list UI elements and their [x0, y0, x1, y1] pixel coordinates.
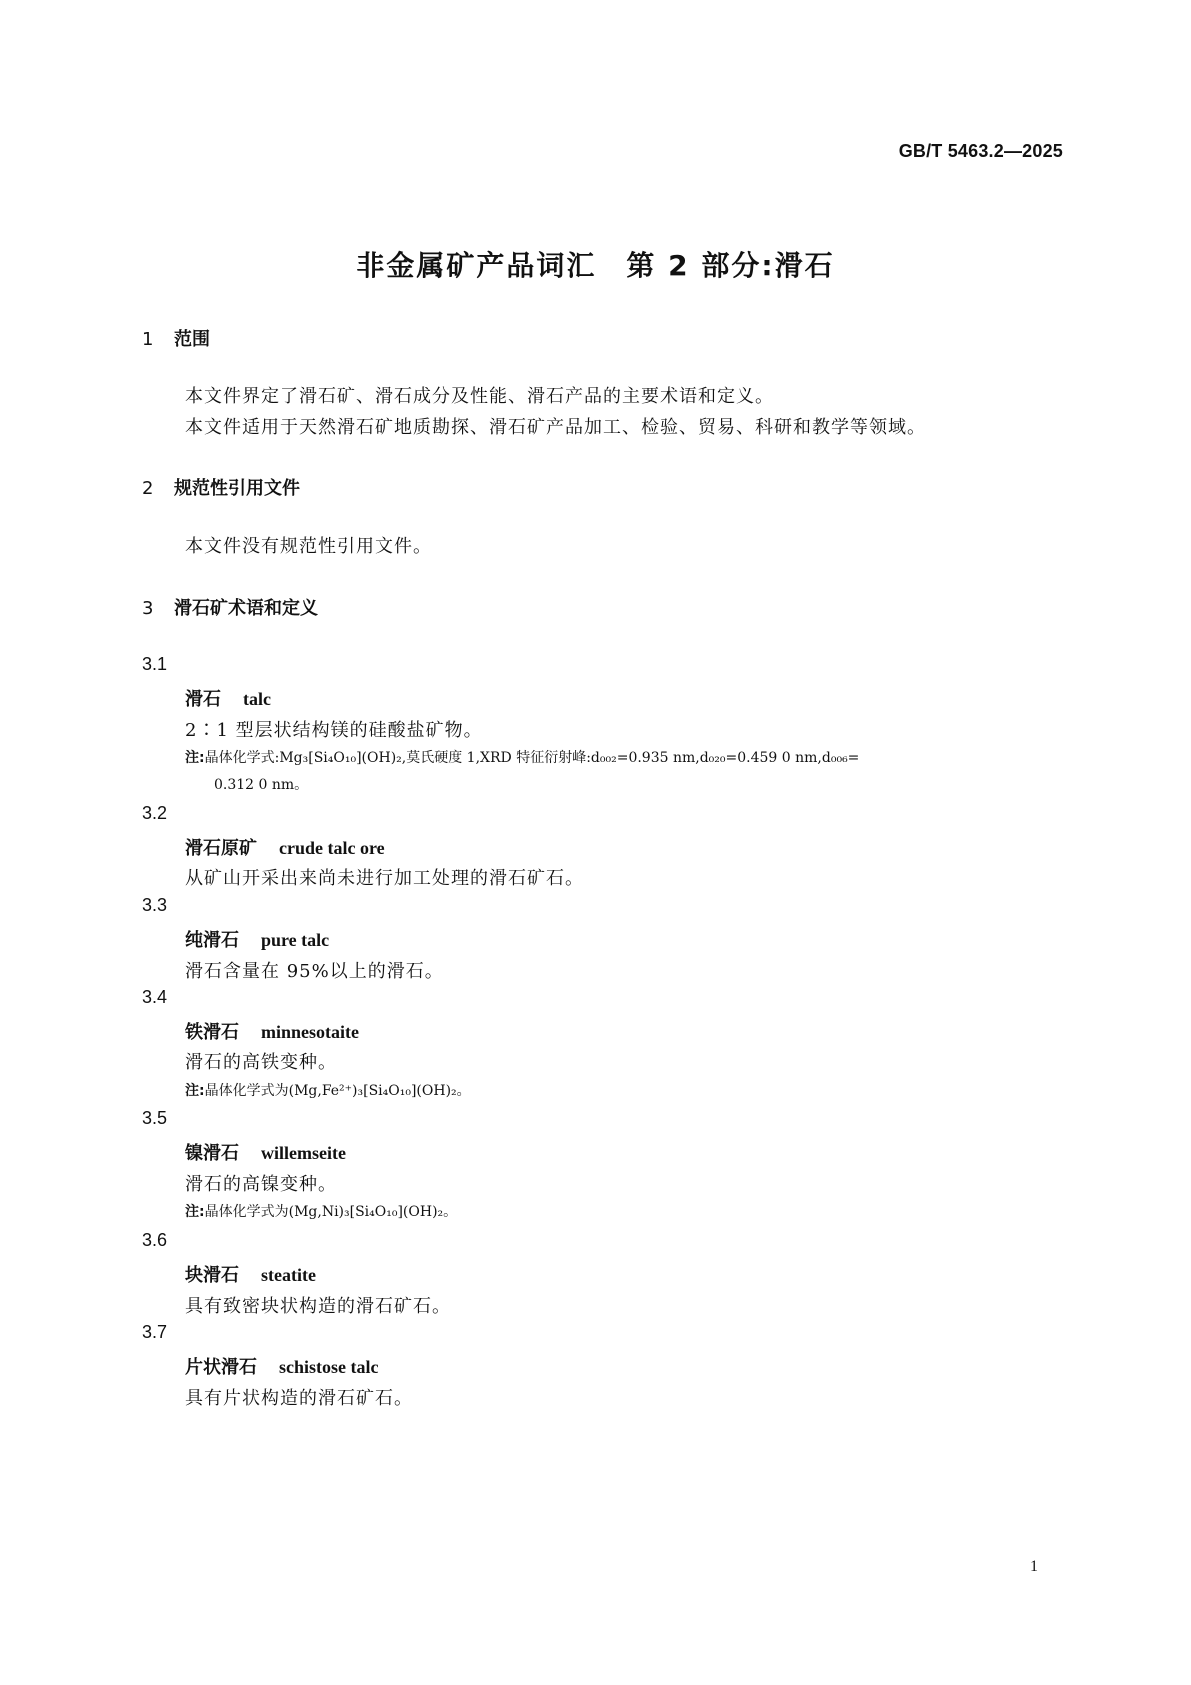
- section-number: 1: [142, 329, 154, 350]
- term-number: 3.3: [142, 895, 168, 915]
- note-label: 注:: [185, 1204, 205, 1220]
- note-text: 晶体化学式为(Mg,Ni)₃[Si₄O₁₀](OH)₂。: [204, 1204, 458, 1220]
- normative-references-paragraph: 本文件没有规范性引用文件。: [185, 536, 432, 557]
- section-number: 2: [142, 478, 154, 499]
- term-definition: 滑石的高镍变种。: [185, 1174, 337, 1195]
- term-note-continuation: 0.312 0 nm。: [214, 777, 309, 793]
- section-title: 滑石矿术语和定义: [174, 598, 318, 619]
- term-note: [185, 747, 859, 767]
- note-text: 晶体化学式为(Mg,Fe²⁺)₃[Si₄O₁₀](OH)₂。: [204, 1083, 471, 1099]
- term-heading: [185, 1018, 359, 1044]
- term-heading: [185, 834, 385, 860]
- term-en: talc: [243, 689, 271, 709]
- term-definition: 从矿山开采出来尚未进行加工处理的滑石矿石。: [185, 868, 584, 889]
- term-number: 3.1: [142, 654, 168, 674]
- term-en: schistose talc: [279, 1357, 379, 1377]
- term-en: minnesotaite: [261, 1022, 359, 1042]
- term-zh: 片状滑石: [185, 1357, 257, 1378]
- term-definition: 滑石含量在 95%以上的滑石。: [185, 961, 444, 982]
- section-heading-scope: [142, 325, 210, 351]
- term-definition: 滑石的高铁变种。: [185, 1052, 337, 1073]
- term-zh: 滑石原矿: [185, 838, 257, 859]
- term-number: 3.5: [142, 1108, 168, 1128]
- term-number: 3.2: [142, 803, 168, 823]
- section-number: 3: [142, 598, 154, 619]
- term-zh: 镍滑石: [185, 1143, 239, 1164]
- scope-paragraph: 本文件适用于天然滑石矿地质勘探、滑石矿产品加工、检验、贸易、科研和教学等领域。: [185, 417, 926, 438]
- term-heading: [185, 1261, 316, 1287]
- scope-paragraph: 本文件界定了滑石矿、滑石成分及性能、滑石产品的主要术语和定义。: [185, 386, 774, 407]
- term-en: steatite: [261, 1265, 316, 1285]
- term-definition: 具有片状构造的滑石矿石。: [185, 1388, 413, 1409]
- term-en: pure talc: [261, 930, 330, 950]
- term-number: 3.7: [142, 1322, 168, 1342]
- term-definition: 2∶1 型层状结构镁的硅酸盐矿物。: [185, 720, 483, 741]
- section-title: 范围: [174, 329, 210, 350]
- section-heading-normative-references: [142, 474, 300, 500]
- note-label: 注:: [185, 750, 205, 766]
- term-number: 3.6: [142, 1230, 168, 1250]
- term-heading: [185, 926, 329, 952]
- term-note: [185, 1201, 457, 1221]
- term-heading: [185, 685, 271, 711]
- term-heading: [185, 1139, 346, 1165]
- document-title: 非金属矿产品词汇 第 2 部分:滑石: [356, 249, 835, 282]
- term-note: [185, 1080, 471, 1100]
- term-zh: 块滑石: [185, 1265, 239, 1286]
- term-en: crude talc ore: [279, 838, 385, 858]
- page-number: 1: [1030, 1558, 1038, 1575]
- term-zh: 滑石: [185, 689, 221, 710]
- term-zh: 纯滑石: [185, 930, 239, 951]
- term-en: willemseite: [261, 1143, 346, 1163]
- term-zh: 铁滑石: [185, 1022, 239, 1043]
- term-definition: 具有致密块状构造的滑石矿石。: [185, 1296, 451, 1317]
- standard-code: GB/T 5463.2—2025: [898, 141, 1063, 161]
- term-number: 3.4: [142, 987, 168, 1007]
- term-heading: [185, 1353, 378, 1379]
- note-label: 注:: [185, 1083, 205, 1099]
- note-text: 晶体化学式:Mg₃[Si₄O₁₀](OH)₂,莫氏硬度 1,XRD 特征衍射峰:d₀₀₂=0.935 nm,d₀₂₀=0.459 0 nm,d₀₀₆=: [204, 750, 860, 766]
- section-title: 规范性引用文件: [174, 478, 300, 499]
- section-heading-terms: [142, 594, 318, 620]
